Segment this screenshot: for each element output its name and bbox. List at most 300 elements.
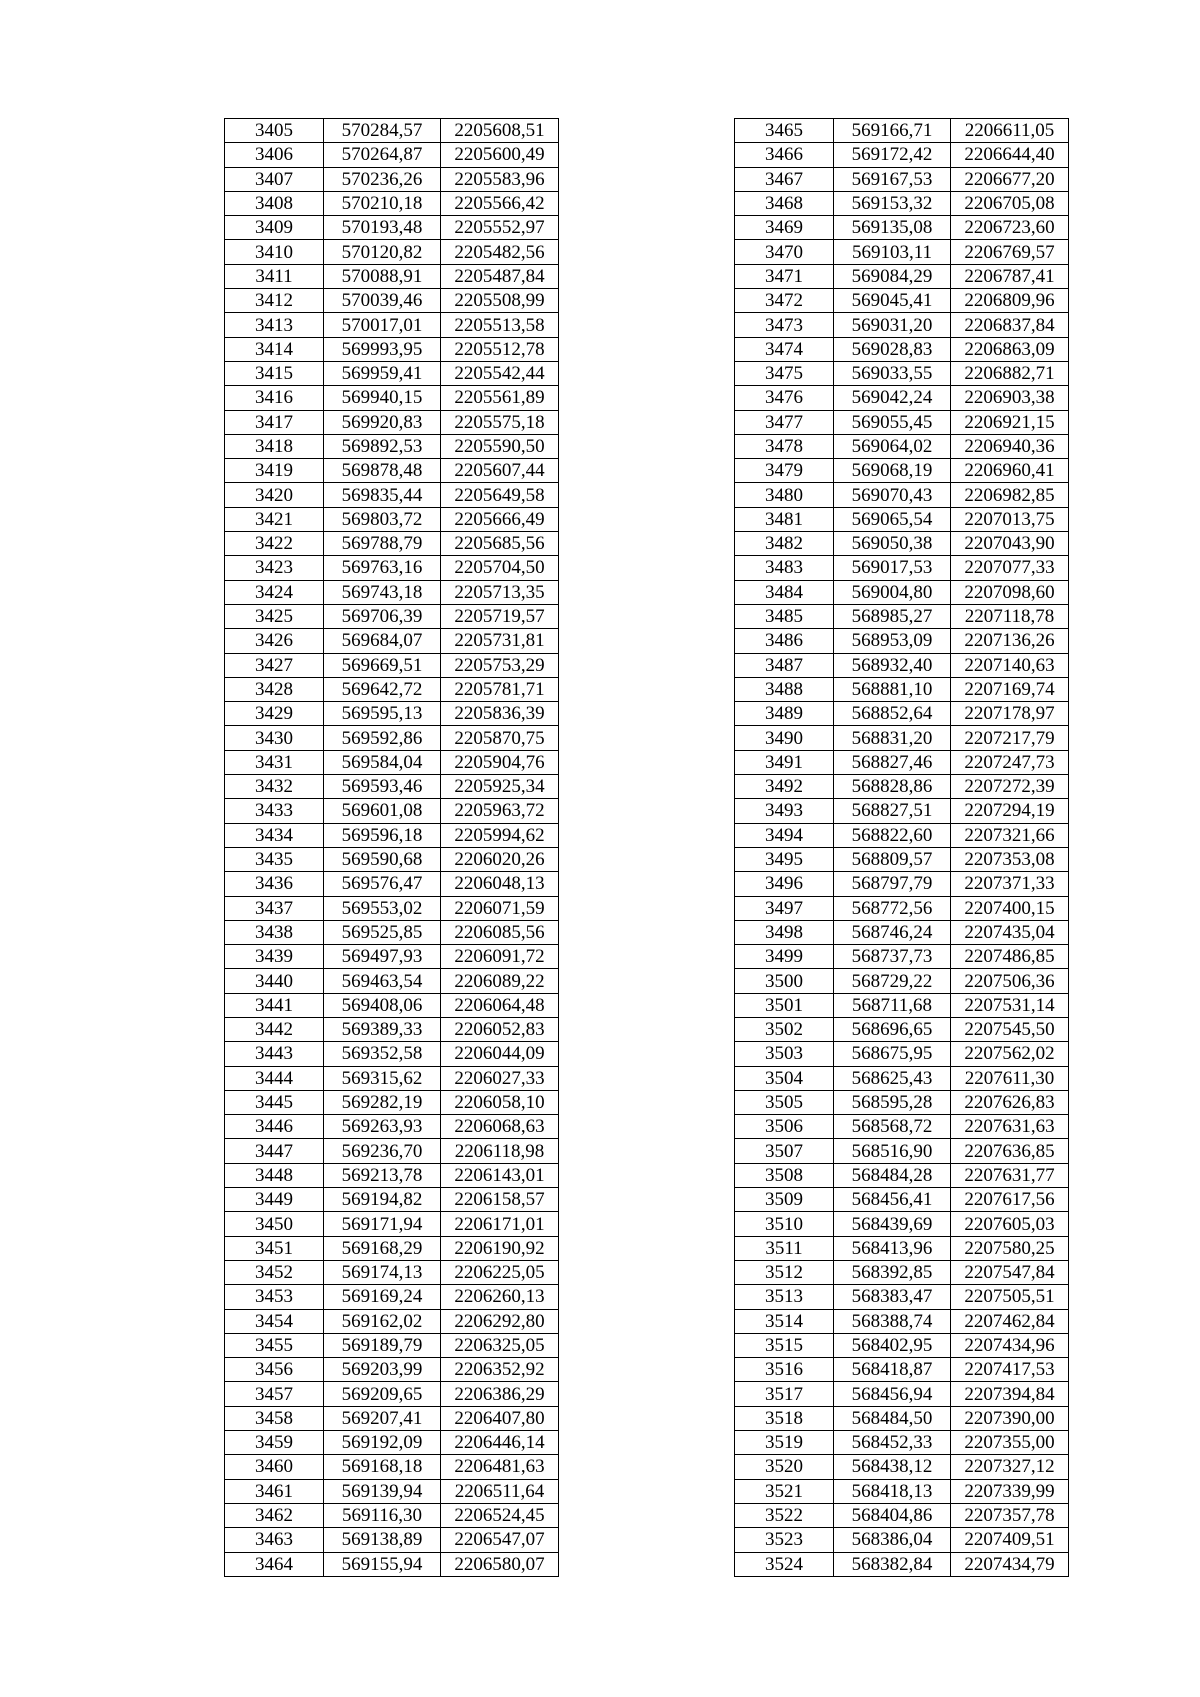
point-number-cell: 3517 — [735, 1382, 834, 1406]
x-coordinate-cell: 568386,04 — [834, 1528, 951, 1552]
point-number-cell: 3511 — [735, 1236, 834, 1260]
x-coordinate-cell: 569920,83 — [324, 410, 441, 434]
x-coordinate-cell: 568625,43 — [834, 1066, 951, 1090]
point-number-cell: 3495 — [735, 847, 834, 871]
point-number-cell: 3472 — [735, 289, 834, 313]
y-coordinate-cell: 2205561,89 — [441, 386, 559, 410]
table-row — [735, 216, 1069, 240]
table-row — [225, 945, 559, 969]
point-number-cell: 3515 — [735, 1333, 834, 1357]
x-coordinate-cell: 569263,93 — [324, 1115, 441, 1139]
point-number-cell: 3436 — [225, 872, 324, 896]
point-number-cell: 3470 — [735, 240, 834, 264]
x-coordinate-cell: 568402,95 — [834, 1333, 951, 1357]
point-number-cell: 3518 — [735, 1406, 834, 1430]
x-coordinate-cell: 568746,24 — [834, 920, 951, 944]
point-number-cell: 3432 — [225, 775, 324, 799]
point-number-cell: 3516 — [735, 1358, 834, 1382]
y-coordinate-cell: 2206048,13 — [441, 872, 559, 896]
y-coordinate-cell: 2205583,96 — [441, 167, 559, 191]
table-row — [225, 702, 559, 726]
point-number-cell: 3492 — [735, 775, 834, 799]
table-row — [225, 313, 559, 337]
y-coordinate-cell: 2206837,84 — [951, 313, 1069, 337]
table-row — [735, 1333, 1069, 1357]
x-coordinate-cell: 569236,70 — [324, 1139, 441, 1163]
table-row — [735, 1503, 1069, 1527]
y-coordinate-cell: 2207545,50 — [951, 1017, 1069, 1041]
point-number-cell: 3523 — [735, 1528, 834, 1552]
x-coordinate-cell: 568484,50 — [834, 1406, 951, 1430]
point-number-cell: 3409 — [225, 216, 324, 240]
x-coordinate-cell: 569207,41 — [324, 1406, 441, 1430]
y-coordinate-cell: 2206058,10 — [441, 1090, 559, 1114]
x-coordinate-cell: 569064,02 — [834, 434, 951, 458]
x-coordinate-cell: 569463,54 — [324, 969, 441, 993]
table-row — [735, 264, 1069, 288]
y-coordinate-cell: 2206903,38 — [951, 386, 1069, 410]
y-coordinate-cell: 2207605,03 — [951, 1212, 1069, 1236]
table-row — [225, 289, 559, 313]
point-number-cell: 3466 — [735, 143, 834, 167]
x-coordinate-cell: 568881,10 — [834, 677, 951, 701]
table-row — [225, 1503, 559, 1527]
y-coordinate-cell: 2206547,07 — [441, 1528, 559, 1552]
x-coordinate-cell: 568439,69 — [834, 1212, 951, 1236]
point-number-cell: 3428 — [225, 677, 324, 701]
y-coordinate-cell: 2205542,44 — [441, 361, 559, 385]
point-number-cell: 3487 — [735, 653, 834, 677]
y-coordinate-cell: 2205925,34 — [441, 775, 559, 799]
point-number-cell: 3519 — [735, 1431, 834, 1455]
table-row — [735, 629, 1069, 653]
coordinates-table-body — [225, 119, 559, 1577]
table-row — [735, 677, 1069, 701]
table-row — [225, 167, 559, 191]
point-number-cell: 3407 — [225, 167, 324, 191]
y-coordinate-cell: 2205608,51 — [441, 119, 559, 143]
point-number-cell: 3501 — [735, 993, 834, 1017]
x-coordinate-cell: 569153,32 — [834, 191, 951, 215]
x-coordinate-cell: 570120,82 — [324, 240, 441, 264]
table-row — [225, 337, 559, 361]
y-coordinate-cell: 2205994,62 — [441, 823, 559, 847]
x-coordinate-cell: 569576,47 — [324, 872, 441, 896]
table-row — [225, 677, 559, 701]
point-number-cell: 3422 — [225, 532, 324, 556]
x-coordinate-cell: 569068,19 — [834, 459, 951, 483]
y-coordinate-cell: 2205753,29 — [441, 653, 559, 677]
point-number-cell: 3477 — [735, 410, 834, 434]
table-row — [225, 896, 559, 920]
y-coordinate-cell: 2206190,92 — [441, 1236, 559, 1260]
x-coordinate-cell: 569940,15 — [324, 386, 441, 410]
y-coordinate-cell: 2207043,90 — [951, 532, 1069, 556]
table-row — [735, 1236, 1069, 1260]
table-row — [225, 1406, 559, 1430]
table-row — [735, 532, 1069, 556]
point-number-cell: 3479 — [735, 459, 834, 483]
point-number-cell: 3496 — [735, 872, 834, 896]
table-row — [735, 1455, 1069, 1479]
point-number-cell: 3431 — [225, 750, 324, 774]
table-row — [735, 969, 1069, 993]
y-coordinate-cell: 2206118,98 — [441, 1139, 559, 1163]
x-coordinate-cell: 568696,65 — [834, 1017, 951, 1041]
point-number-cell: 3429 — [225, 702, 324, 726]
table-row — [225, 580, 559, 604]
y-coordinate-cell: 2205590,50 — [441, 434, 559, 458]
x-coordinate-cell: 570210,18 — [324, 191, 441, 215]
point-number-cell: 3490 — [735, 726, 834, 750]
table-row — [225, 993, 559, 1017]
y-coordinate-cell: 2207435,04 — [951, 920, 1069, 944]
point-number-cell: 3476 — [735, 386, 834, 410]
x-coordinate-cell: 569763,16 — [324, 556, 441, 580]
x-coordinate-cell: 569803,72 — [324, 507, 441, 531]
point-number-cell: 3433 — [225, 799, 324, 823]
y-coordinate-cell: 2206143,01 — [441, 1163, 559, 1187]
point-number-cell: 3461 — [225, 1479, 324, 1503]
table-row — [735, 750, 1069, 774]
x-coordinate-cell: 568595,28 — [834, 1090, 951, 1114]
point-number-cell: 3440 — [225, 969, 324, 993]
y-coordinate-cell: 2207013,75 — [951, 507, 1069, 531]
point-number-cell: 3473 — [735, 313, 834, 337]
point-number-cell: 3455 — [225, 1333, 324, 1357]
point-number-cell: 3445 — [225, 1090, 324, 1114]
y-coordinate-cell: 2206158,57 — [441, 1188, 559, 1212]
x-coordinate-cell: 569065,54 — [834, 507, 951, 531]
x-coordinate-cell: 569497,93 — [324, 945, 441, 969]
table-row — [735, 1382, 1069, 1406]
x-coordinate-cell: 569169,24 — [324, 1285, 441, 1309]
x-coordinate-cell: 569590,68 — [324, 847, 441, 871]
y-coordinate-cell: 2206960,41 — [951, 459, 1069, 483]
table-row — [735, 313, 1069, 337]
point-number-cell: 3414 — [225, 337, 324, 361]
y-coordinate-cell: 2207339,99 — [951, 1479, 1069, 1503]
table-row — [225, 1552, 559, 1576]
x-coordinate-cell: 568484,28 — [834, 1163, 951, 1187]
y-coordinate-cell: 2207077,33 — [951, 556, 1069, 580]
x-coordinate-cell: 568797,79 — [834, 872, 951, 896]
x-coordinate-cell: 568809,57 — [834, 847, 951, 871]
y-coordinate-cell: 2207272,39 — [951, 775, 1069, 799]
point-number-cell: 3446 — [225, 1115, 324, 1139]
table-row — [225, 920, 559, 944]
x-coordinate-cell: 568737,73 — [834, 945, 951, 969]
y-coordinate-cell: 2205904,76 — [441, 750, 559, 774]
table-row — [225, 264, 559, 288]
x-coordinate-cell: 569084,29 — [834, 264, 951, 288]
y-coordinate-cell: 2207562,02 — [951, 1042, 1069, 1066]
x-coordinate-cell: 568985,27 — [834, 604, 951, 628]
y-coordinate-cell: 2206386,29 — [441, 1382, 559, 1406]
table-row — [735, 1431, 1069, 1455]
x-coordinate-cell: 568822,60 — [834, 823, 951, 847]
coordinates-table-left — [224, 118, 559, 1577]
y-coordinate-cell: 2207434,96 — [951, 1333, 1069, 1357]
table-row — [735, 1017, 1069, 1041]
table-row — [225, 1236, 559, 1260]
table-row — [735, 872, 1069, 896]
y-coordinate-cell: 2206481,63 — [441, 1455, 559, 1479]
x-coordinate-cell: 569172,42 — [834, 143, 951, 167]
x-coordinate-cell: 569138,89 — [324, 1528, 441, 1552]
y-coordinate-cell: 2207409,51 — [951, 1528, 1069, 1552]
table-row — [735, 896, 1069, 920]
x-coordinate-cell: 569031,20 — [834, 313, 951, 337]
y-coordinate-cell: 2207118,78 — [951, 604, 1069, 628]
y-coordinate-cell: 2205607,44 — [441, 459, 559, 483]
point-number-cell: 3438 — [225, 920, 324, 944]
y-coordinate-cell: 2206071,59 — [441, 896, 559, 920]
y-coordinate-cell: 2206723,60 — [951, 216, 1069, 240]
table-row — [735, 653, 1069, 677]
table-row — [735, 775, 1069, 799]
point-number-cell: 3411 — [225, 264, 324, 288]
table-row — [225, 1017, 559, 1041]
table-row — [225, 410, 559, 434]
y-coordinate-cell: 2205513,58 — [441, 313, 559, 337]
table-row — [225, 604, 559, 628]
table-row — [735, 1188, 1069, 1212]
table-row — [735, 507, 1069, 531]
y-coordinate-cell: 2207631,63 — [951, 1115, 1069, 1139]
table-row — [735, 1212, 1069, 1236]
point-number-cell: 3459 — [225, 1431, 324, 1455]
x-coordinate-cell: 568827,46 — [834, 750, 951, 774]
x-coordinate-cell: 568772,56 — [834, 896, 951, 920]
x-coordinate-cell: 569706,39 — [324, 604, 441, 628]
point-number-cell: 3491 — [735, 750, 834, 774]
table-row — [225, 726, 559, 750]
y-coordinate-cell: 2207505,51 — [951, 1285, 1069, 1309]
y-coordinate-cell: 2206052,83 — [441, 1017, 559, 1041]
table-row — [735, 920, 1069, 944]
x-coordinate-cell: 569601,08 — [324, 799, 441, 823]
table-row — [225, 507, 559, 531]
point-number-cell: 3419 — [225, 459, 324, 483]
y-coordinate-cell: 2206089,22 — [441, 969, 559, 993]
point-number-cell: 3503 — [735, 1042, 834, 1066]
x-coordinate-cell: 569174,13 — [324, 1260, 441, 1284]
table-row — [225, 119, 559, 143]
point-number-cell: 3475 — [735, 361, 834, 385]
x-coordinate-cell: 569592,86 — [324, 726, 441, 750]
x-coordinate-cell: 569408,06 — [324, 993, 441, 1017]
point-number-cell: 3406 — [225, 143, 324, 167]
x-coordinate-cell: 569596,18 — [324, 823, 441, 847]
x-coordinate-cell: 569167,53 — [834, 167, 951, 191]
x-coordinate-cell: 568404,86 — [834, 1503, 951, 1527]
y-coordinate-cell: 2205685,56 — [441, 532, 559, 556]
y-coordinate-cell: 2205566,42 — [441, 191, 559, 215]
point-number-cell: 3484 — [735, 580, 834, 604]
table-row — [225, 653, 559, 677]
table-row — [225, 1090, 559, 1114]
point-number-cell: 3480 — [735, 483, 834, 507]
table-row — [225, 532, 559, 556]
y-coordinate-cell: 2206446,14 — [441, 1431, 559, 1455]
x-coordinate-cell: 569171,94 — [324, 1212, 441, 1236]
table-row — [735, 993, 1069, 1017]
y-coordinate-cell: 2205649,58 — [441, 483, 559, 507]
table-row — [225, 191, 559, 215]
point-number-cell: 3450 — [225, 1212, 324, 1236]
x-coordinate-cell: 569017,53 — [834, 556, 951, 580]
point-number-cell: 3514 — [735, 1309, 834, 1333]
table-row — [225, 1212, 559, 1236]
table-row — [225, 216, 559, 240]
point-number-cell: 3452 — [225, 1260, 324, 1284]
table-row — [225, 1188, 559, 1212]
x-coordinate-cell: 569189,79 — [324, 1333, 441, 1357]
table-row — [225, 847, 559, 871]
point-number-cell: 3405 — [225, 119, 324, 143]
table-row — [735, 483, 1069, 507]
table-row — [735, 289, 1069, 313]
point-number-cell: 3424 — [225, 580, 324, 604]
y-coordinate-cell: 2206225,05 — [441, 1260, 559, 1284]
x-coordinate-cell: 569878,48 — [324, 459, 441, 483]
point-number-cell: 3500 — [735, 969, 834, 993]
point-number-cell: 3449 — [225, 1188, 324, 1212]
y-coordinate-cell: 2206644,40 — [951, 143, 1069, 167]
point-number-cell: 3441 — [225, 993, 324, 1017]
x-coordinate-cell: 569055,45 — [834, 410, 951, 434]
table-row — [735, 386, 1069, 410]
table-row — [735, 410, 1069, 434]
y-coordinate-cell: 2205731,81 — [441, 629, 559, 653]
point-number-cell: 3520 — [735, 1455, 834, 1479]
y-coordinate-cell: 2206940,36 — [951, 434, 1069, 458]
point-number-cell: 3513 — [735, 1285, 834, 1309]
y-coordinate-cell: 2205487,84 — [441, 264, 559, 288]
y-coordinate-cell: 2206027,33 — [441, 1066, 559, 1090]
point-number-cell: 3504 — [735, 1066, 834, 1090]
point-number-cell: 3425 — [225, 604, 324, 628]
y-coordinate-cell: 2207294,19 — [951, 799, 1069, 823]
y-coordinate-cell: 2206580,07 — [441, 1552, 559, 1576]
table-row — [735, 799, 1069, 823]
table-row — [735, 1285, 1069, 1309]
table-row — [735, 337, 1069, 361]
y-coordinate-cell: 2207506,36 — [951, 969, 1069, 993]
y-coordinate-cell: 2206292,80 — [441, 1309, 559, 1333]
point-number-cell: 3435 — [225, 847, 324, 871]
y-coordinate-cell: 2207098,60 — [951, 580, 1069, 604]
x-coordinate-cell: 569892,53 — [324, 434, 441, 458]
table-row — [735, 240, 1069, 264]
x-coordinate-cell: 569070,43 — [834, 483, 951, 507]
table-row — [225, 143, 559, 167]
point-number-cell: 3505 — [735, 1090, 834, 1114]
table-row — [735, 945, 1069, 969]
y-coordinate-cell: 2207580,25 — [951, 1236, 1069, 1260]
y-coordinate-cell: 2205508,99 — [441, 289, 559, 313]
point-number-cell: 3468 — [735, 191, 834, 215]
y-coordinate-cell: 2207617,56 — [951, 1188, 1069, 1212]
y-coordinate-cell: 2206064,48 — [441, 993, 559, 1017]
y-coordinate-cell: 2207636,85 — [951, 1139, 1069, 1163]
point-number-cell: 3486 — [735, 629, 834, 653]
table-row — [735, 702, 1069, 726]
table-row — [735, 1406, 1069, 1430]
y-coordinate-cell: 2206091,72 — [441, 945, 559, 969]
table-row — [225, 1285, 559, 1309]
x-coordinate-cell: 569389,33 — [324, 1017, 441, 1041]
table-row — [225, 1382, 559, 1406]
point-number-cell: 3474 — [735, 337, 834, 361]
x-coordinate-cell: 569166,71 — [834, 119, 951, 143]
y-coordinate-cell: 2206882,71 — [951, 361, 1069, 385]
x-coordinate-cell: 568413,96 — [834, 1236, 951, 1260]
x-coordinate-cell: 569835,44 — [324, 483, 441, 507]
point-number-cell: 3478 — [735, 434, 834, 458]
point-number-cell: 3467 — [735, 167, 834, 191]
x-coordinate-cell: 568568,72 — [834, 1115, 951, 1139]
x-coordinate-cell: 568383,47 — [834, 1285, 951, 1309]
y-coordinate-cell: 2205870,75 — [441, 726, 559, 750]
x-coordinate-cell: 569033,55 — [834, 361, 951, 385]
table-row — [735, 1528, 1069, 1552]
table-row — [225, 1333, 559, 1357]
x-coordinate-cell: 569103,11 — [834, 240, 951, 264]
table-row — [735, 823, 1069, 847]
table-row — [225, 799, 559, 823]
x-coordinate-cell: 569004,80 — [834, 580, 951, 604]
point-number-cell: 3413 — [225, 313, 324, 337]
y-coordinate-cell: 2207547,84 — [951, 1260, 1069, 1284]
point-number-cell: 3499 — [735, 945, 834, 969]
y-coordinate-cell: 2206677,20 — [951, 167, 1069, 191]
x-coordinate-cell: 569525,85 — [324, 920, 441, 944]
point-number-cell: 3465 — [735, 119, 834, 143]
y-coordinate-cell: 2205836,39 — [441, 702, 559, 726]
point-number-cell: 3507 — [735, 1139, 834, 1163]
y-coordinate-cell: 2207371,33 — [951, 872, 1069, 896]
table-row — [735, 434, 1069, 458]
point-number-cell: 3509 — [735, 1188, 834, 1212]
table-row — [225, 483, 559, 507]
y-coordinate-cell: 2206260,13 — [441, 1285, 559, 1309]
point-number-cell: 3423 — [225, 556, 324, 580]
y-coordinate-cell: 2206407,80 — [441, 1406, 559, 1430]
x-coordinate-cell: 568388,74 — [834, 1309, 951, 1333]
table-row — [225, 361, 559, 385]
point-number-cell: 3493 — [735, 799, 834, 823]
table-row — [735, 847, 1069, 871]
table-row — [225, 775, 559, 799]
x-coordinate-cell: 569959,41 — [324, 361, 441, 385]
x-coordinate-cell: 568831,20 — [834, 726, 951, 750]
x-coordinate-cell: 568456,41 — [834, 1188, 951, 1212]
x-coordinate-cell: 569168,29 — [324, 1236, 441, 1260]
x-coordinate-cell: 569050,38 — [834, 532, 951, 556]
y-coordinate-cell: 2205666,49 — [441, 507, 559, 531]
x-coordinate-cell: 569993,95 — [324, 337, 441, 361]
x-coordinate-cell: 568452,33 — [834, 1431, 951, 1455]
y-coordinate-cell: 2207611,30 — [951, 1066, 1069, 1090]
x-coordinate-cell: 569584,04 — [324, 750, 441, 774]
point-number-cell: 3524 — [735, 1552, 834, 1576]
x-coordinate-cell: 569788,79 — [324, 532, 441, 556]
coordinates-table-right — [734, 118, 1069, 1577]
point-number-cell: 3521 — [735, 1479, 834, 1503]
table-row — [735, 167, 1069, 191]
